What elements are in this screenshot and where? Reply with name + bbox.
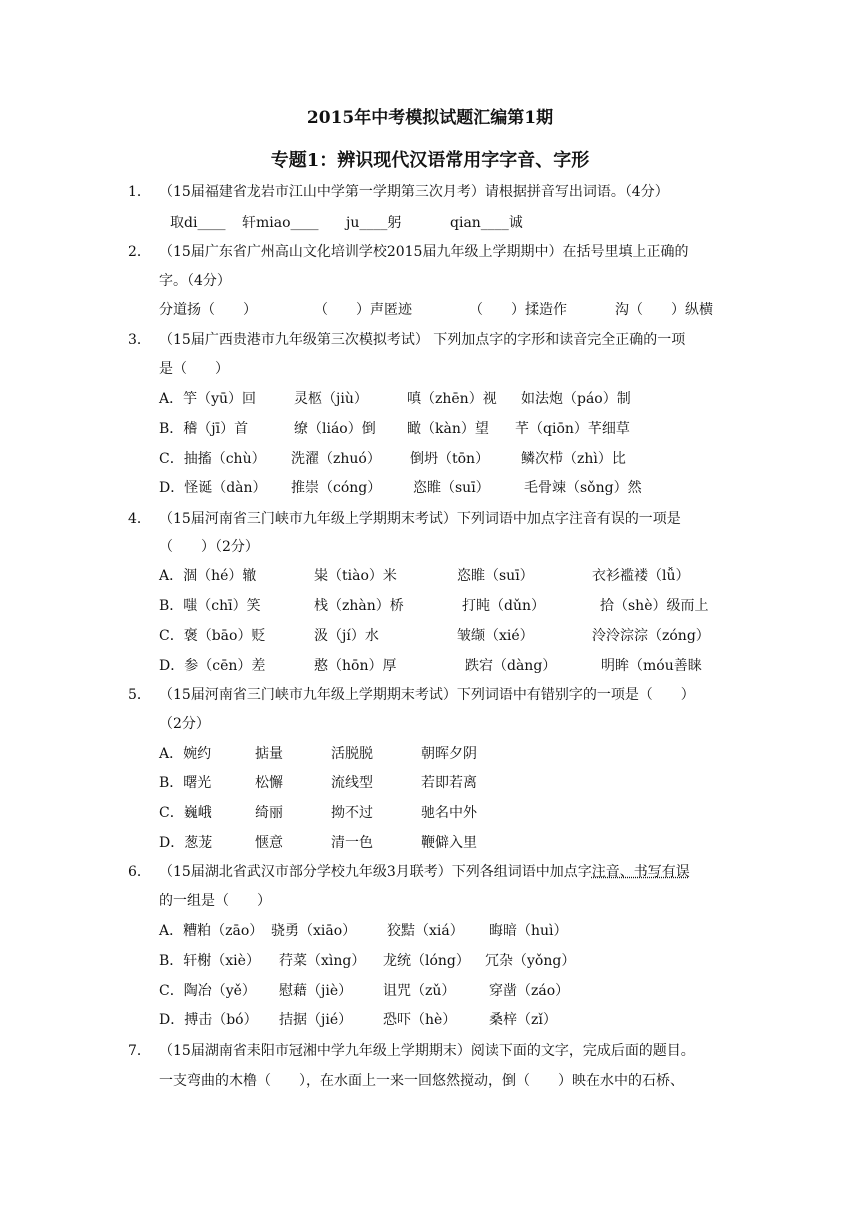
q2-item: （ ）声匿迹 xyxy=(314,302,412,318)
q1-item: ju____躬 xyxy=(346,215,402,231)
option-word: 倒坍（tōn） xyxy=(410,451,490,467)
option-word: B．稽（jī）首 xyxy=(159,421,249,437)
option-word: 嗔（zhēn）视 xyxy=(407,391,497,407)
option-word: 推崇（cóng） xyxy=(291,480,382,496)
page-subtitle: 专题1：辨识现代汉语常用字字音、字形 xyxy=(270,150,590,171)
question-2-stem: （15届广东省广州高山文化培训学校2015届九年级上学期期中）在括号里填上正确的 xyxy=(159,244,689,260)
question-7-passage: 一支弯曲的木橹（ ），在水面上一来一回悠然搅动，倒（ ）映在水中的石桥、 xyxy=(159,1073,684,1089)
q2-item: 分道扬（ ） xyxy=(159,302,257,318)
option-word: 骁勇（xiāo） xyxy=(271,923,357,939)
option-word: A．糟粕（zāo） xyxy=(159,923,264,939)
option-word: 恣睢（suī） xyxy=(413,480,490,496)
option-word: 流线型 xyxy=(331,775,373,791)
option-word: A．竽（yū）回 xyxy=(159,391,257,407)
option-word: C．陶冶（yě） xyxy=(159,983,256,999)
option-word: 诅咒（zǔ） xyxy=(383,983,456,999)
option-word: 晦暗（huì） xyxy=(489,923,568,939)
option-word: 瞰（kàn）望 xyxy=(407,421,489,437)
option-word: D．参（cēn）差 xyxy=(159,658,266,674)
option-word: 洗濯（zhuó） xyxy=(291,451,381,467)
option-word: 绮丽 xyxy=(255,805,283,821)
option-word: D．葱茏 xyxy=(159,835,213,851)
question-6-stem-cont: 的一组是（ ） xyxy=(159,893,271,909)
q1-item: 取di____ xyxy=(170,215,226,231)
option-word: 龙统（lóng） xyxy=(383,953,470,969)
option-word: 恣睢（suī） xyxy=(457,568,534,584)
option-word: C．巍峨 xyxy=(159,805,212,821)
option-word: 芊（qiōn）芊细草 xyxy=(515,421,630,437)
question-1-number: 1． xyxy=(128,184,151,200)
option-word: 狡黠（xiá） xyxy=(387,923,464,939)
question-6-number: 6． xyxy=(128,864,151,880)
question-7-stem: （15届湖南省耒阳市冠湘中学九年级上学期期末）阅读下面的文字，完成后面的题目。 xyxy=(159,1043,695,1059)
option-word: 荇菜（xìng） xyxy=(279,953,366,969)
question-4-stem-cont: （ ）（2分） xyxy=(159,539,259,555)
option-word: B．嗤（chī）笑 xyxy=(159,598,261,614)
question-5-stem-cont: （2分） xyxy=(159,716,210,732)
option-word: 汲（jí）水 xyxy=(314,628,379,644)
question-2-stem-cont: 字。（4分） xyxy=(159,273,231,289)
q1-item: qian____诚 xyxy=(450,215,523,231)
option-word: 慰藉（jiè） xyxy=(279,983,353,999)
option-word: 冗杂（yǒng） xyxy=(485,953,576,969)
option-word: 拗不过 xyxy=(331,805,373,821)
option-word: 穿凿（záo） xyxy=(489,983,570,999)
option-word: 拮据（jié） xyxy=(279,1012,353,1028)
question-3-stem-cont: 是（ ） xyxy=(159,361,229,377)
page-title: 2015年中考模拟试题汇编第1期 xyxy=(306,108,554,128)
question-4-number: 4． xyxy=(128,511,151,527)
q1-item: 轩miao____ xyxy=(242,215,319,231)
question-6-stem xyxy=(159,862,690,882)
option-word: 打盹（dǔn） xyxy=(462,598,545,614)
question-7-number: 7． xyxy=(128,1043,151,1059)
option-word: B．轩榭（xiè） xyxy=(159,953,260,969)
option-word: 栈（zhàn）桥 xyxy=(314,598,404,614)
option-word: 皱缬（xié） xyxy=(457,628,534,644)
question-5-number: 5． xyxy=(128,687,151,703)
option-word: 衣衫褴褛（lǚ） xyxy=(592,568,690,584)
question-3-number: 3． xyxy=(128,332,151,348)
option-word: 憨（hōn）厚 xyxy=(314,658,397,674)
question-4-stem: （15届河南省三门峡市九年级上学期期末考试）下列词语中加点字注音有误的一项是 xyxy=(159,511,681,527)
question-6-stem-text: （15届湖北省武汉市部分学校九年级3月联考）下列各组词语中加点字 xyxy=(159,864,592,880)
option-word: 粜（tiào）米 xyxy=(314,568,397,584)
option-word: 清一色 xyxy=(331,835,373,851)
option-word: 跌宕（dàng） xyxy=(465,658,557,674)
question-5-stem: （15届河南省三门峡市九年级上学期期末考试）下列词语中有错别字的一项是（ ） xyxy=(159,687,695,703)
option-word: 鞭僻入里 xyxy=(421,835,477,851)
option-word: 毛骨竦（sǒng）然 xyxy=(524,480,642,496)
question-6-stem-emphasis: 注音、书写有误 xyxy=(591,864,690,880)
option-word: A．婉约 xyxy=(159,746,212,762)
q2-item: （ ）揉造作 xyxy=(469,302,567,318)
option-word: 松懈 xyxy=(255,775,283,791)
option-word: 活脱脱 xyxy=(331,746,373,762)
option-word: B．曙光 xyxy=(159,775,212,791)
question-1-stem: （15届福建省龙岩市江山中学第一学期第三次月考）请根据拼音写出词语。（4分） xyxy=(159,184,669,200)
option-word: 缭（liáo）倒 xyxy=(294,421,376,437)
option-word: D．搏击（bó） xyxy=(159,1012,258,1028)
option-word: A．涸（hé）辙 xyxy=(159,568,257,584)
question-2-number: 2． xyxy=(128,244,151,260)
option-word: C．褒（bāo）贬 xyxy=(159,628,266,644)
option-word: 如法炮（páo）制 xyxy=(521,391,631,407)
option-word: 朝晖夕阴 xyxy=(421,746,477,762)
option-word: C．抽搐（chù） xyxy=(159,451,266,467)
option-word: 掂量 xyxy=(255,746,283,762)
option-word: 泠泠淙淙（zóng） xyxy=(592,628,710,644)
option-word: 若即若离 xyxy=(421,775,477,791)
option-word: 桑梓（zǐ） xyxy=(489,1012,557,1028)
option-word: 恐吓（hè） xyxy=(383,1012,457,1028)
question-3-stem: （15届广西贵港市九年级第三次模拟考试） 下列加点字的字形和读音完全正确的一项 xyxy=(159,332,686,348)
option-word: 驰名中外 xyxy=(421,805,477,821)
option-word: 灵柩（jiù） xyxy=(294,391,368,407)
option-word: 拾（shè）级而上 xyxy=(600,598,709,614)
q2-item: 沟（ ）纵横 xyxy=(615,302,713,318)
option-word: 明眸（móu善睐 xyxy=(601,658,702,674)
option-word: D．怪诞（dàn） xyxy=(159,480,267,496)
option-word: 鳞次栉（zhì）比 xyxy=(521,451,626,467)
option-word: 惬意 xyxy=(255,835,283,851)
